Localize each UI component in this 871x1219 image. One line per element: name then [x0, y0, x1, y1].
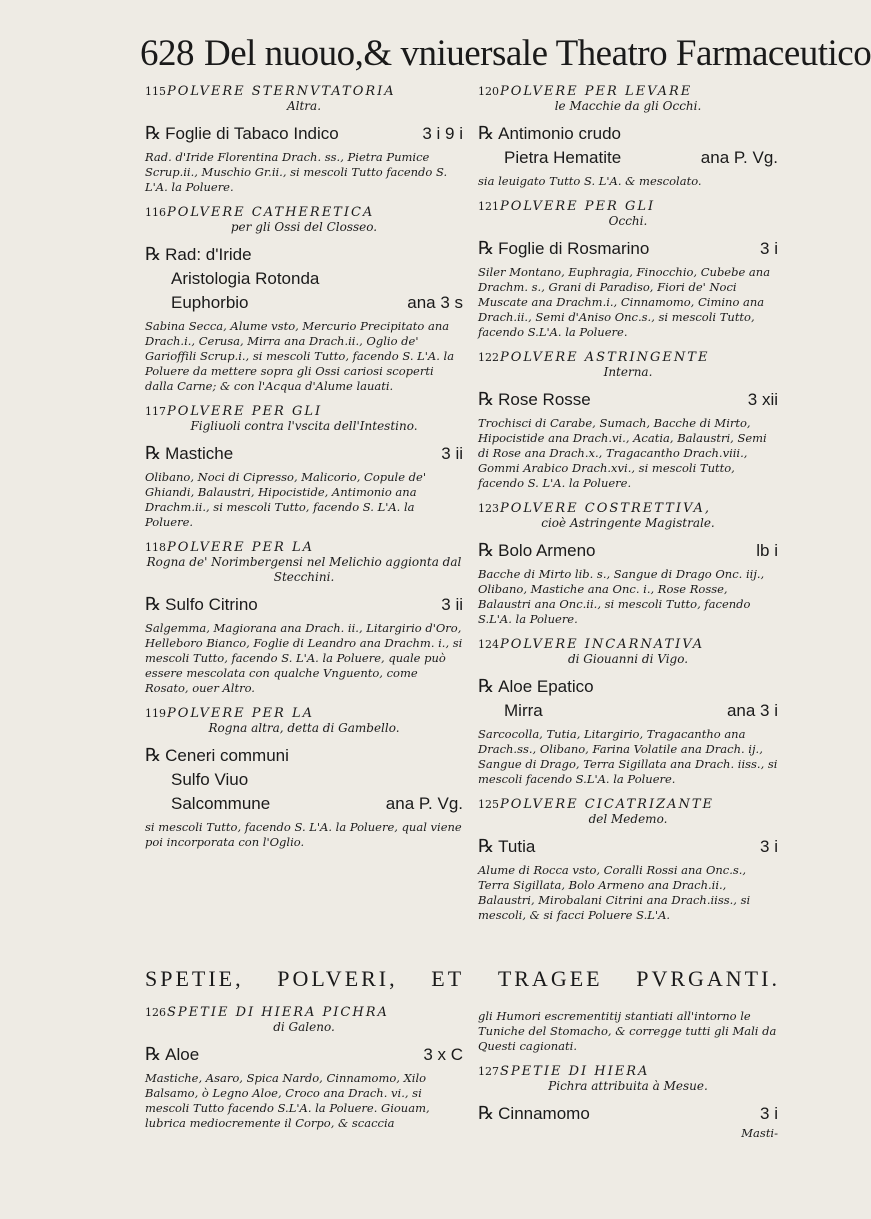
chapter-heading-word: PVRGANTI. [636, 966, 780, 991]
section-title: POLVERE PER GLI [500, 199, 656, 214]
section-subtitle: di Giouanni di Vigo. [567, 652, 689, 666]
section-subtitle: le Macchie da gli Occhi. [554, 99, 702, 113]
ingredient-line: ℞ Aloe Epatico [478, 676, 594, 697]
section-subtitle: Interna. [603, 365, 653, 379]
recipe-text: Bacche di Mirto lib. s., Sangue di Drago Onc. iij., Olibano, Mastiche ana Onc. i., Rose Rosse, Balaustri ana Onc.ii., si mescoli Tutto, facendo S.L'A. la Poluere. [478, 567, 765, 626]
ingredient-line: Pietra Hematite ana P. Vg. [504, 148, 778, 167]
section-124 [478, 637, 778, 787]
section-number: 115 [145, 85, 166, 98]
chapter-heading-word: ET [431, 966, 465, 991]
ingredient-line: Salcommune ana P. Vg. [171, 794, 463, 813]
ingredient-line: ℞ Foglie di Tabaco Indico 3 i 9 i [145, 123, 463, 144]
catchword: Masti- [741, 1126, 778, 1140]
section-title: POLVERE PER LEVARE [500, 84, 693, 99]
ingredient-line: ℞ Tutia 3 i [478, 836, 778, 857]
recipe-symbol-icon: ℞ [478, 238, 495, 259]
section-title: POLVERE CATHERETICA [167, 205, 375, 220]
section-123 [478, 501, 778, 627]
section-title: SPETIE DI HIERA PICHRA [167, 1005, 389, 1020]
section-number: 123 [478, 502, 499, 515]
recipe-text: si mescoli Tutto, facendo S. L'A. la Poluere, qual viene poi incorporata con l'Oglio. [145, 820, 462, 849]
section-subtitle: Altra. [286, 99, 322, 113]
chapter-heading-word: POLVERI, [277, 966, 398, 991]
ingredient-line: ℞ Foglie di Rosmarino 3 i [478, 238, 778, 259]
recipe-text: Sarcocolla, Tutia, Litargirio, Tragacantho ana Drach.ss., Olibano, Farina Volatile ana Drach. ij., Sangue di Drago, Terra Sigillata ana Drach. iiss., si mescoli facendo S.L'A. la Poluere. [478, 727, 778, 786]
section-number: 119 [145, 707, 166, 720]
section-122 [478, 350, 778, 491]
bottom-left-column [145, 1005, 463, 1141]
section-number: 127 [478, 1065, 499, 1078]
section-number: 120 [478, 85, 499, 98]
section-subtitle: Pichra attribuita à Mesue. [548, 1079, 708, 1093]
recipe-symbol-icon: ℞ [145, 443, 162, 464]
section-115 [145, 84, 463, 195]
ingredient-line: ℞ Cinnamomo 3 i [478, 1103, 778, 1124]
recipe-text: Trochisci di Carabe, Sumach, Bacche di Mirto, Hipocistide ana Drach.vi., Acatia, Balaustri, Semi di Rose ana Drach.x., Tragacantho Drach.viii., Gommi Arabico Drach.xvi., si mescoli Tutto, facendo S. L'A. la Poluere. [478, 416, 767, 490]
section-number: 125 [478, 798, 499, 811]
section-title: POLVERE CICATRIZANTE [500, 797, 715, 812]
ingredient-line: ℞ Rad: d'Iride [145, 244, 252, 265]
recipe-text: Sabina Secca, Alume vsto, Mercurio Precipitato ana Drach.i., Cerusa, Mirra ana Drach.ii., Oglio de' Garioffili Scrup.i., si mescoli Tutto, facendo S. L'A. la Poluere da mettere sopra gli Ossi cariosi scoperti dalla Carne; & con l'Acqua d'Alume lauati. [145, 319, 455, 393]
recipe-symbol-icon: ℞ [478, 123, 495, 144]
section-118 [145, 540, 463, 696]
section-number: 126 [145, 1006, 166, 1019]
section-117 [145, 404, 463, 530]
left-column [145, 84, 463, 860]
recipe-symbol-icon: ℞ [478, 540, 495, 561]
section-number: 116 [145, 206, 166, 219]
section-title: POLVERE ASTRINGENTE [500, 350, 710, 365]
recipe-symbol-icon: ℞ [145, 1044, 162, 1065]
ingredient-line: ℞ Antimonio crudo [478, 123, 621, 144]
recipe-symbol-icon: ℞ [478, 1103, 495, 1124]
section-126 [145, 1005, 463, 1131]
section-title: POLVERE INCARNATIVA [500, 637, 705, 652]
ingredient-line: ℞ Rose Rosse 3 xii [478, 389, 778, 410]
recipe-symbol-icon: ℞ [145, 745, 162, 766]
recipe-text: Mastiche, Asaro, Spica Nardo, Cinnamomo, Xilo Balsamo, ò Legno Aloe, Croco ana Drach. vi., si mescoli Tutto facendo S.L'A. la Poluere. Giouam, lubrica mediocremente il Corpo, & scaccia [145, 1071, 430, 1130]
section-subtitle: Figliuoli contra l'vscita dell'Intestino. [190, 419, 418, 433]
section-119 [145, 706, 463, 850]
bottom-right-column [478, 1005, 778, 1145]
section-title: POLVERE COSTRETTIVA, [500, 501, 711, 516]
page-number: 628 [140, 33, 194, 74]
ingredient-line: ℞ Bolo Armeno lb i [478, 540, 778, 561]
section-title: POLVERE PER LA [167, 540, 314, 555]
chapter-heading-word: TRAGEE [497, 966, 603, 991]
page-header [140, 28, 871, 80]
running-title: Del nuouo,& vniuersale Theatro Farmaceutico [204, 33, 871, 74]
recipe-text: Alume di Rocca vsto, Coralli Rossi ana Onc.s., Terra Sigillata, Bolo Armeno ana Drach.ii., Balaustri, Mirobalani Citrini ana Drach.iiss., si mescoli, & si facci Poluere S.L'A. [478, 863, 751, 922]
section-subtitle: Rogna altra, detta di Gambello. [208, 721, 400, 735]
recipe-symbol-icon: ℞ [478, 389, 495, 410]
ingredient-line: ℞ Mastiche 3 ii [145, 443, 463, 464]
ingredient-line: Aristologia Rotonda [171, 269, 320, 288]
recipe-symbol-icon: ℞ [478, 676, 495, 697]
section-116 [145, 205, 463, 394]
section-number: 122 [478, 351, 499, 364]
section-number: 121 [478, 200, 499, 213]
recipe-text: Rad. d'Iride Florentina Drach. ss., Pietra Pumice Scrup.ii., Muschio Gr.ii., si mescoli Tutto facendo S. L'A. la Poluere. [145, 150, 448, 194]
section-subtitle: cioè Astringente Magistrale. [541, 516, 715, 530]
recipe-symbol-icon: ℞ [145, 123, 162, 144]
section-subtitle: Occhi. [608, 214, 648, 228]
ingredient-line: ℞ Sulfo Citrino 3 ii [145, 594, 463, 615]
recipe-text: Olibano, Noci di Cipresso, Malicorio, Copule de' Ghiandi, Balaustri, Hipocistide, Antimonio ana Drachm.ii., si mescoli Tutto, facendo S. L'A. la Poluere. [145, 470, 426, 529]
section-120 [478, 84, 778, 189]
right-column [478, 84, 778, 933]
section-title: POLVERE PER LA [167, 706, 314, 721]
section-127 [478, 1064, 778, 1141]
recipe-symbol-icon: ℞ [145, 594, 162, 615]
recipe-symbol-icon: ℞ [478, 836, 495, 857]
section-121 [478, 199, 778, 340]
section-subtitle: per gli Ossi del Closseo. [230, 220, 378, 234]
section-number: 118 [145, 541, 166, 554]
section-title: SPETIE DI HIERA [500, 1064, 650, 1079]
continued-text: gli Humori escrementitij stantiati all'intorno le Tuniche del Stomacho, & corregge tutti gli Mali da Questi cagionati. [478, 1009, 777, 1053]
recipe-text: Siler Montano, Euphragia, Finocchio, Cubebe ana Drachm. s., Grani di Paradiso, Fiori de' Noci Muscate ana Drachm.i., Cinnamomo, Cimino ana Drach.ii., Semi d'Aniso Onc.s., si mescoli Tutto, facendo S.L'A. la Poluere. [478, 265, 771, 339]
section-title: POLVERE STERNVTATORIA [167, 84, 396, 99]
ingredient-line: Mirra ana 3 i [504, 701, 778, 720]
ingredient-line: Euphorbio ana 3 s [171, 293, 463, 312]
ingredient-line: ℞ Ceneri communi [145, 745, 289, 766]
chapter-heading [145, 964, 780, 994]
chapter-heading-word: SPETIE, [145, 966, 244, 991]
section-subtitle: del Medemo. [588, 812, 668, 826]
section-number: 124 [478, 638, 499, 651]
section-125 [478, 797, 778, 923]
section-subtitle: Rogna de' Norimbergensi nel Melichio aggionta dal Stecchini. [146, 555, 462, 584]
section-subtitle: di Galeno. [273, 1020, 335, 1034]
ingredient-line: ℞ Aloe 3 x C [145, 1044, 463, 1065]
section-title: POLVERE PER GLI [167, 404, 323, 419]
recipe-symbol-icon: ℞ [145, 244, 162, 265]
recipe-text: sia leuigato Tutto S. L'A. & mescolato. [478, 174, 702, 188]
recipe-text: Salgemma, Magiorana ana Drach. ii., Litargirio d'Oro, Helleboro Bianco, Foglie di Leandro ana Drachm. i., si mescoli Tutto, facendo S. L'A. la Poluere, quale può essere mescolata con qualche Vnguento, come Rosato, ouer Altro. [145, 621, 463, 695]
ingredient-line: Sulfo Viuo [171, 770, 249, 789]
section-number: 117 [145, 405, 166, 418]
